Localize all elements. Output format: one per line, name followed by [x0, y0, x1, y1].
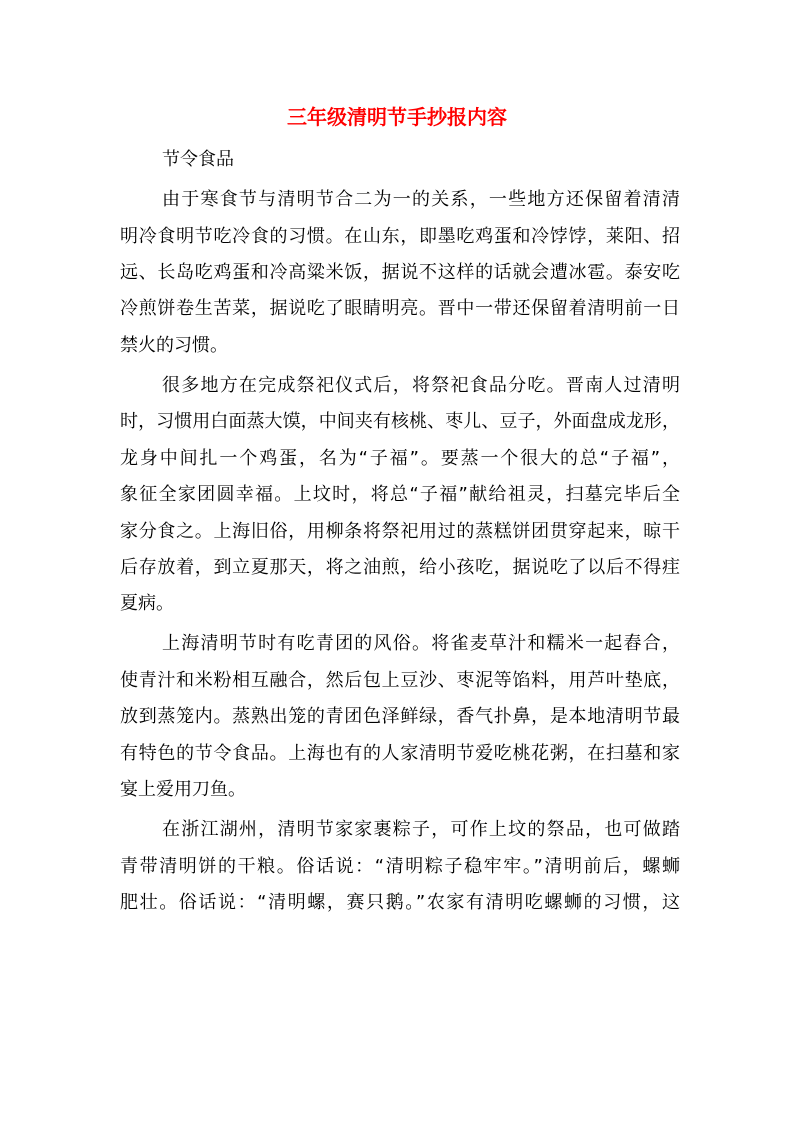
- paragraph-line: 使青汁和米粉相互融合，然后包上豆沙、枣泥等馅料，用芦叶垫底，: [120, 669, 680, 691]
- section-heading: 节令食品: [162, 149, 234, 170]
- paragraph-line: 象征全家团圆幸福。上坟时，将总“子福”献给祖灵，扫墓完毕后全: [120, 484, 680, 506]
- paragraph-line: 夏病。: [120, 593, 174, 615]
- paragraph-line: 明冷食明节吃冷食的习惯。在山东，即墨吃鸡蛋和冷饽饽，莱阳、招: [120, 225, 680, 247]
- paragraph-line: 很多地方在完成祭祀仪式后，将祭祀食品分吃。晋南人过清明: [162, 374, 680, 396]
- paragraph-line: 有特色的节令食品。上海也有的人家清明节爱吃桃花粥，在扫墓和家: [120, 742, 680, 764]
- paragraph-line: 时，习惯用白面蒸大馍，中间夹有核桃、枣儿、豆子，外面盘成龙形，: [120, 411, 680, 433]
- paragraph-line: 冷煎饼卷生苦菜，据说吃了眼睛明亮。晋中一带还保留着清明前一日: [120, 298, 680, 320]
- paragraph-line: 上海清明节时有吃青团的风俗。将雀麦草汁和糯米一起舂合，: [162, 633, 680, 655]
- paragraph-line: 放到蒸笼内。蒸熟出笼的青团色泽鲜绿，香气扑鼻，是本地清明节最: [120, 706, 680, 728]
- paragraph-line: 肥壮。俗话说：“清明螺，赛只鹅。”农家有清明吃螺蛳的习惯，这: [120, 892, 680, 913]
- paragraph-line: 后存放着，到立夏那天，将之油煎，给小孩吃，据说吃了以后不得疰: [120, 556, 680, 578]
- document-body: [120, 142, 680, 921]
- paragraph-line: 远、长岛吃鸡蛋和冷高粱米饭，据说不这样的话就会遭冰雹。泰安吃: [120, 261, 680, 283]
- paragraph-line: 宴上爱用刀鱼。: [120, 779, 246, 801]
- paragraph-line: 在浙江湖州，清明节家家裹粽子，可作上坟的祭品，也可做踏: [162, 819, 680, 841]
- paragraph-line: 禁火的习惯。: [120, 334, 228, 356]
- paragraph-line: 由于寒食节与清明节合二为一的关系，一些地方还保留着清清: [162, 189, 680, 211]
- paragraph-line: 龙身中间扎一个鸡蛋，名为“子福”。要蒸一个很大的总“子福”，: [120, 447, 680, 469]
- paragraph-line: 青带清明饼的干粮。俗话说：“清明粽子稳牢牢。”清明前后，螺蛳: [120, 855, 680, 877]
- document-title: 三年级清明节手抄报内容: [287, 105, 507, 129]
- paragraph-line: 家分食之。上海旧俗，用柳条将祭祀用过的蒸糕饼团贯穿起来，晾干: [120, 520, 680, 542]
